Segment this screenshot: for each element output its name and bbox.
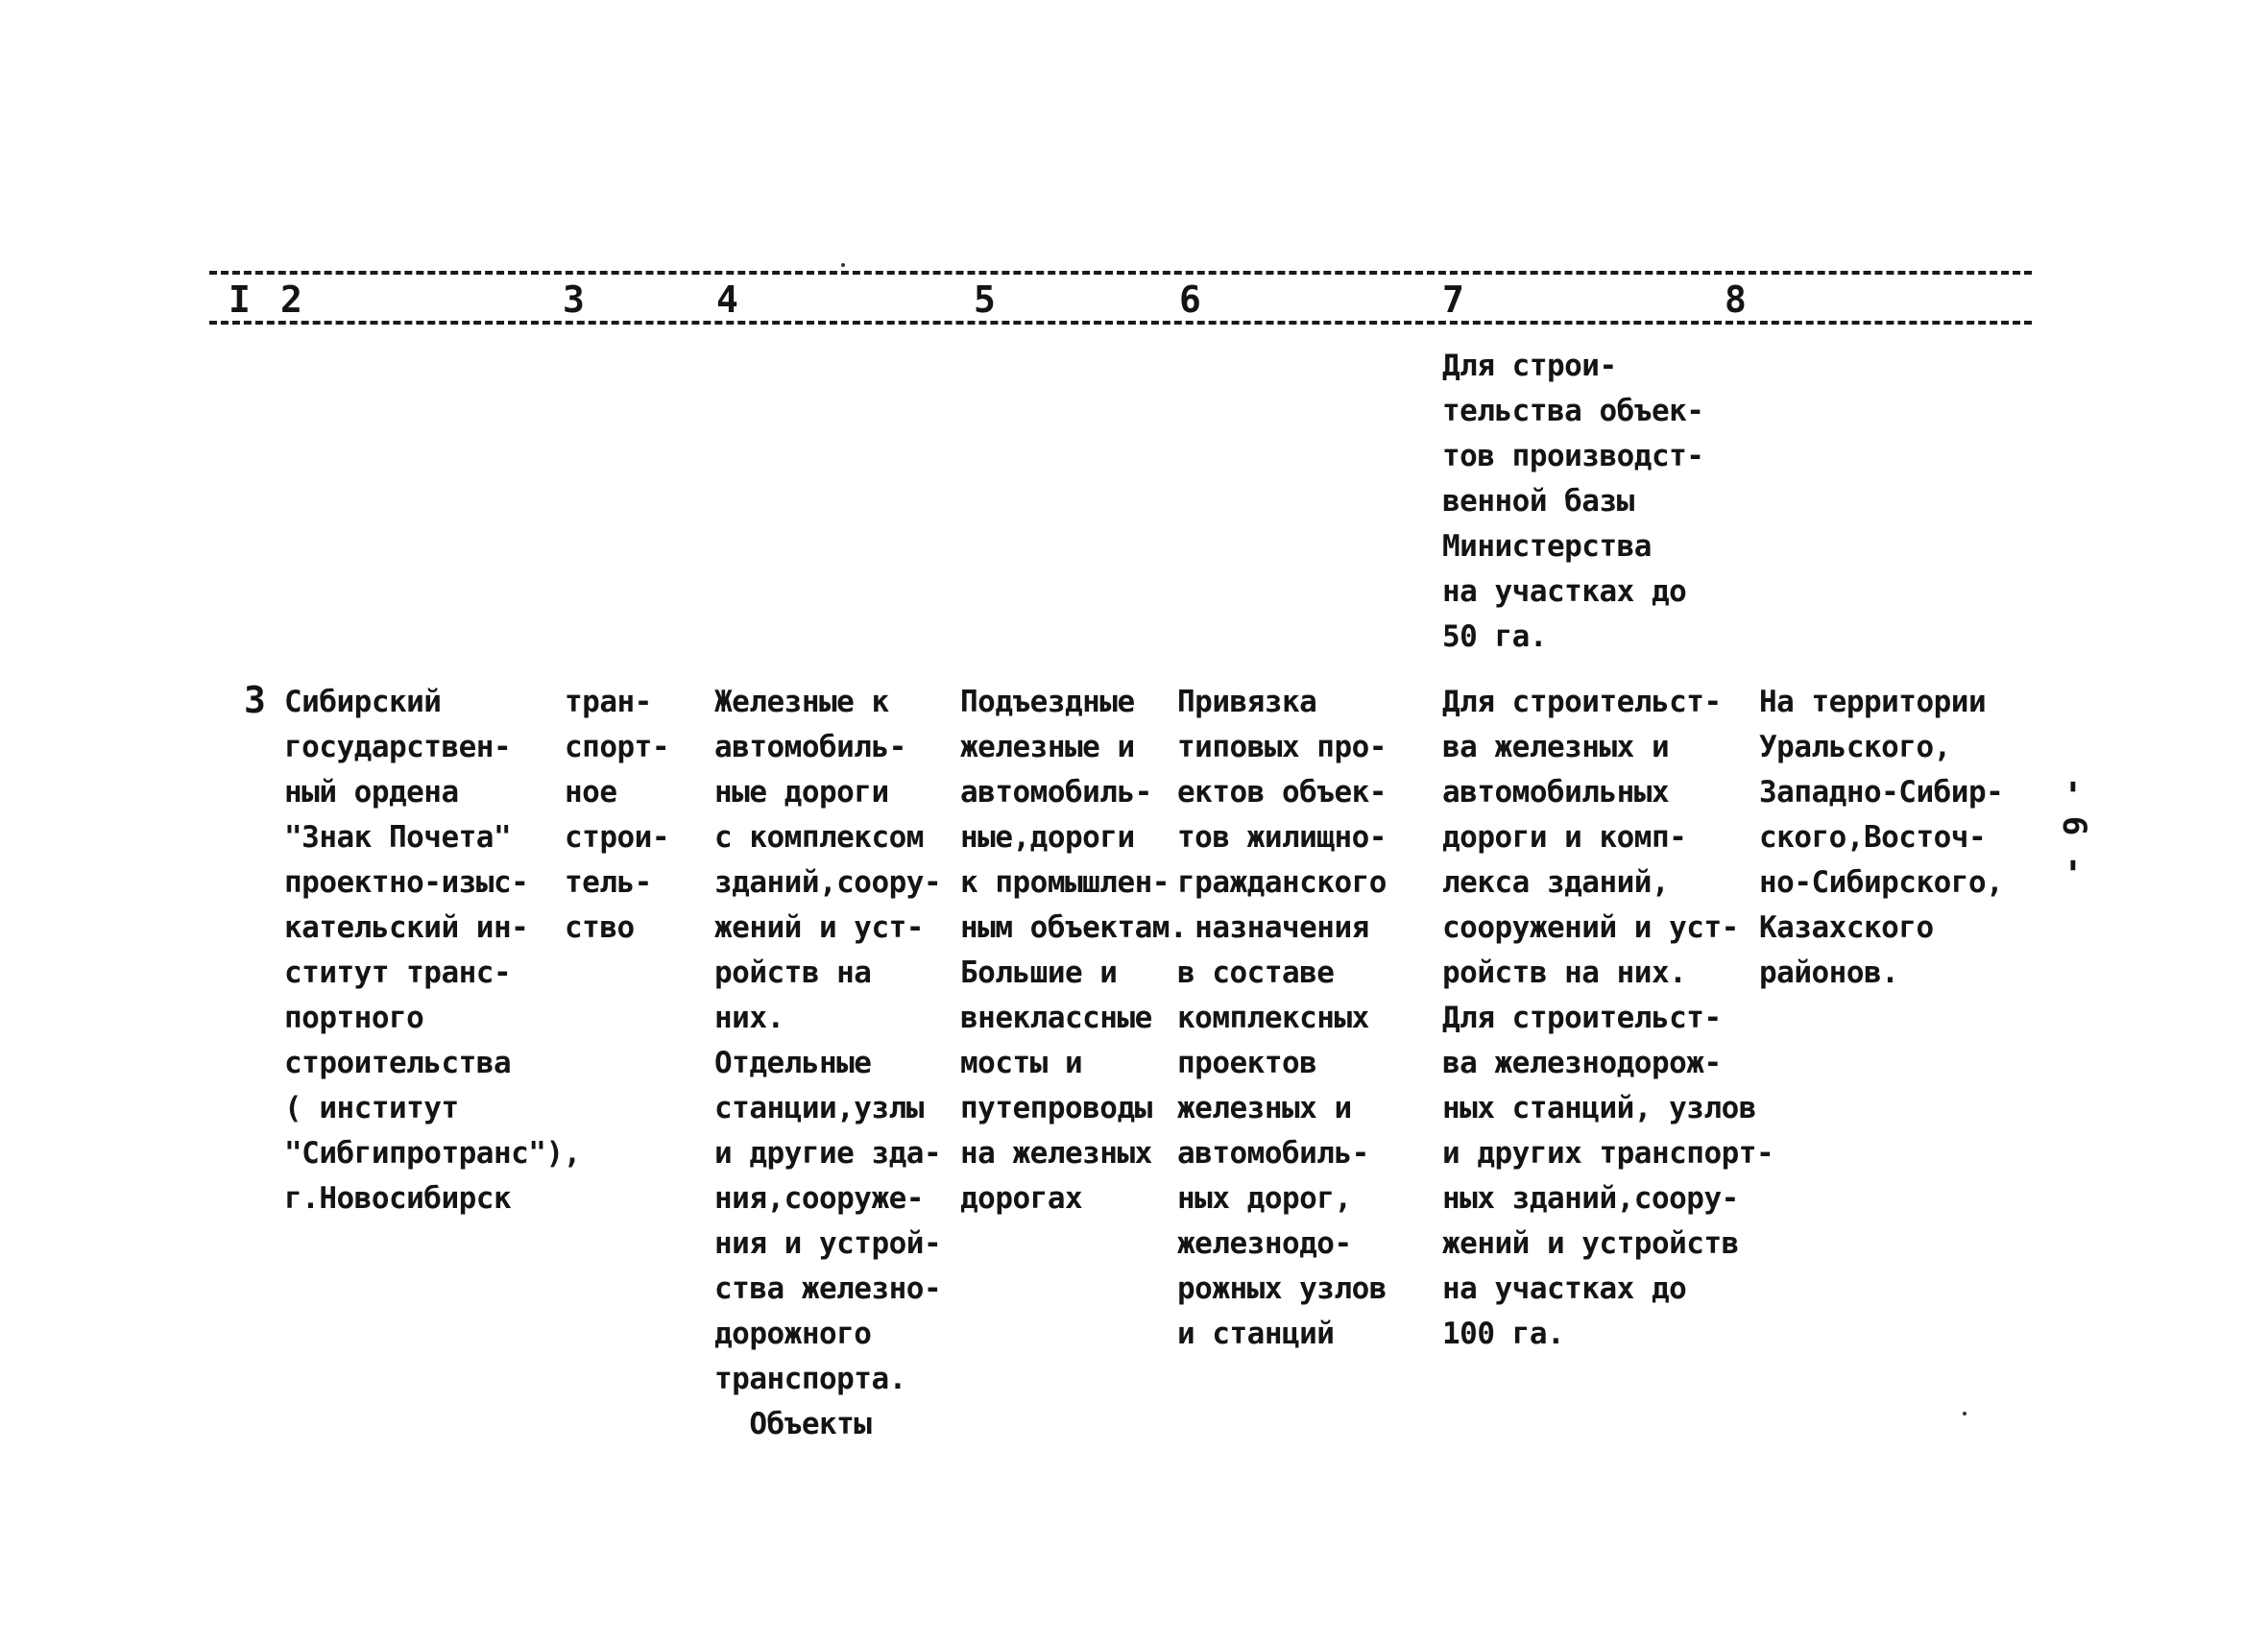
column-number-3: 3	[563, 278, 585, 321]
scan-speck	[841, 263, 845, 267]
column-number-4: 4	[716, 278, 738, 321]
column-number-8: 8	[1725, 278, 1747, 321]
column-number-7: 7	[1442, 278, 1464, 321]
page-number-marker: - 6 -	[2055, 776, 2093, 876]
design-objects: Железные к автомобиль- ные дороги с комплексом зданий,соору- жений и уст- ройств на них. Отдельные станции,узлы и другие зда- ния,сооруже- ния и устрой- ства железно- дорожного транспорта. Объекты	[714, 685, 942, 1441]
additional-objects: Подъездные железные и автомобиль- ные,дороги к промышлен- ным объектам. Большие и внеклассные мосты и путепроводы на железных дорогах	[960, 685, 1188, 1216]
binding-projects: Привязка типовых про- ектов объек- тов жилищно- гражданского назначения в составе комплексных проектов железных и автомобиль- ных дорог, железнодо- рожных узлов и станций	[1177, 685, 1387, 1351]
column-number-1: I	[229, 278, 251, 321]
specialization: тран- спорт- ное строи- тель- ство	[565, 685, 669, 945]
column-number-2: 2	[280, 278, 302, 321]
scan-speck	[1963, 1412, 1966, 1415]
column-number-5: 5	[974, 278, 996, 321]
survey-scope: Для строительст- ва железных и автомобильных дороги и комп- лекса зданий, сооружений и уст- ройств на них. Для строительст- ва железнодорож- ных станций, узлов и других транспорт- ных зданий,соору- жений и устройств на участках до 100 га.	[1442, 685, 1774, 1351]
row-continuation-col7: Для строи- тельства объек- тов производст- венной базы Министерства на участках до 50 га.	[1442, 349, 1704, 654]
organization-name: Сибирский государствен- ный ордена "Знак Почета" проектно-изыс- кательский ин- ститут транс- портного строительства ( институт "Сибгипротранс"), г.Новосибирск	[284, 685, 581, 1216]
header-rule-top	[209, 271, 2032, 275]
header-rule-bottom	[209, 321, 2032, 325]
row-number: 3	[244, 679, 266, 721]
column-number-6: 6	[1179, 278, 1201, 321]
territory: На территории Уральского, Западно-Сибир- ского,Восточ- но-Сибирского, Казахского районов.	[1759, 685, 2004, 990]
